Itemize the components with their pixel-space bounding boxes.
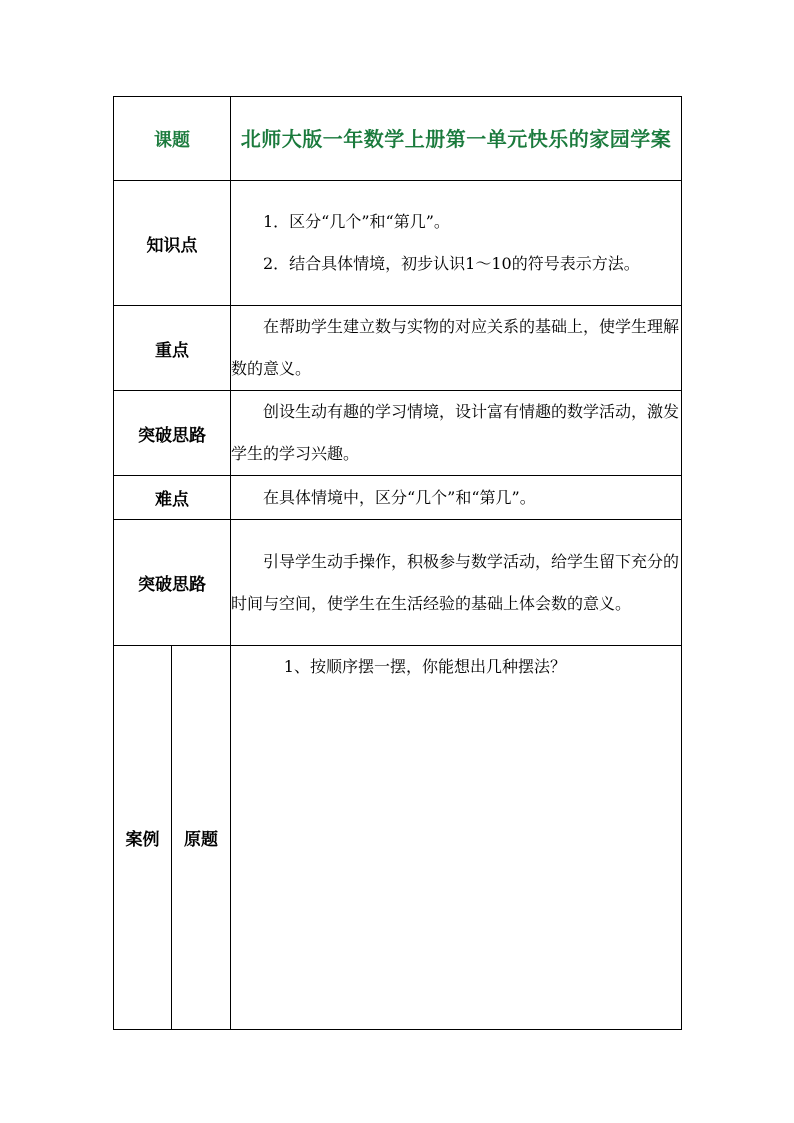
difficulty-row bbox=[114, 476, 682, 520]
lesson-title: 北师大版一年数学上册第一单元快乐的家园学案 bbox=[231, 97, 682, 181]
case-content bbox=[231, 646, 682, 1030]
case-label: 案例 bbox=[114, 646, 172, 1030]
title-label: 课题 bbox=[114, 97, 231, 181]
approach-label-1: 突破思路 bbox=[114, 391, 231, 476]
approach-content-2 bbox=[231, 520, 682, 646]
approach-label-2: 突破思路 bbox=[114, 520, 231, 646]
key-point-label: 重点 bbox=[114, 306, 231, 391]
approach-text-2: 引导学生动手操作，积极参与数学活动，给学生留下充分的时间与空间，使学生在生活经验的基础上体会数的意义。 bbox=[231, 551, 680, 613]
original-question-label: 原题 bbox=[172, 646, 231, 1030]
knowledge-item-2: 2．结合具体情境，初步认识1～10的符号表示方法。 bbox=[263, 254, 640, 273]
knowledge-content bbox=[231, 181, 682, 306]
approach-content-1 bbox=[231, 391, 682, 476]
approach-text-1: 创设生动有趣的学习情境，设计富有情趣的数学活动，激发学生的学习兴趣。 bbox=[231, 402, 680, 463]
difficulty-text: 在具体情境中，区分“几个”和“第几”。 bbox=[263, 487, 536, 507]
knowledge-item-1: 1．区分“几个”和“第几”。 bbox=[263, 212, 450, 231]
knowledge-row bbox=[114, 181, 682, 306]
case-question-text: 1、按顺序摆一摆，你能想出几种摆法？ bbox=[283, 657, 566, 676]
difficulty-content bbox=[231, 476, 682, 520]
key-point-row bbox=[114, 306, 682, 391]
lesson-plan-table bbox=[113, 96, 682, 1030]
approach-row-1 bbox=[114, 391, 682, 476]
title-row bbox=[114, 97, 682, 181]
key-point-text: 在帮助学生建立数与实物的对应关系的基础上，使学生理解数的意义。 bbox=[231, 317, 680, 378]
difficulty-label: 难点 bbox=[114, 476, 231, 520]
knowledge-label: 知识点 bbox=[114, 181, 231, 306]
key-point-content bbox=[231, 306, 682, 391]
case-row bbox=[114, 646, 682, 1030]
approach-row-2 bbox=[114, 520, 682, 646]
